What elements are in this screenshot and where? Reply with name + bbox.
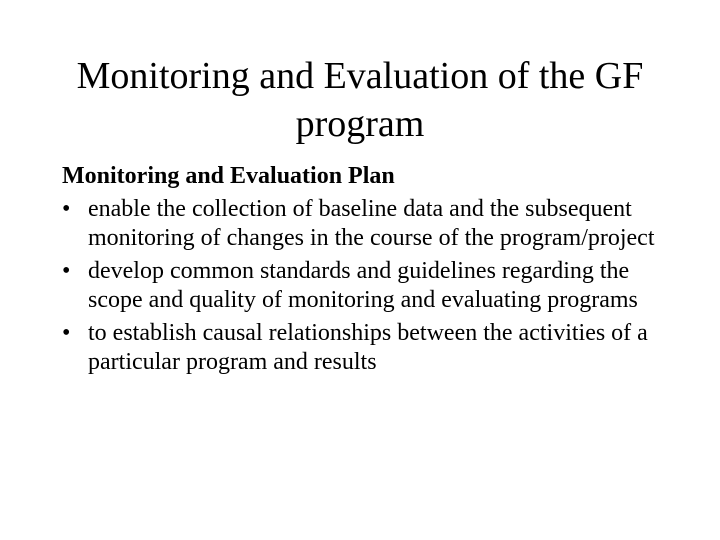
slide-title-line-2: program xyxy=(295,103,425,145)
bullet-point-icon: • xyxy=(62,258,71,284)
slide-title-line-1: Monitoring and Evaluation of the GF xyxy=(76,55,644,97)
bullet-point-icon: • xyxy=(62,320,71,346)
bullet-item-3 xyxy=(62,319,682,377)
bullet-text-3: to establish causal relationships between the activities of a particular program and results xyxy=(88,320,648,375)
bullet-text-2: develop common standards and guidelines regarding the scope and quality of monitoring and evaluating programs xyxy=(88,258,638,313)
bullet-point-icon: • xyxy=(62,196,71,222)
bullet-list xyxy=(62,195,682,377)
bullet-item-1 xyxy=(62,195,682,253)
bullet-item-2 xyxy=(62,257,682,315)
slide-body xyxy=(62,162,682,381)
slide-title xyxy=(36,52,684,148)
section-subheading: Monitoring and Evaluation Plan xyxy=(62,163,395,189)
bullet-text-1: enable the collection of baseline data and the subsequent monitoring of changes in the course of the program/project xyxy=(88,196,655,251)
